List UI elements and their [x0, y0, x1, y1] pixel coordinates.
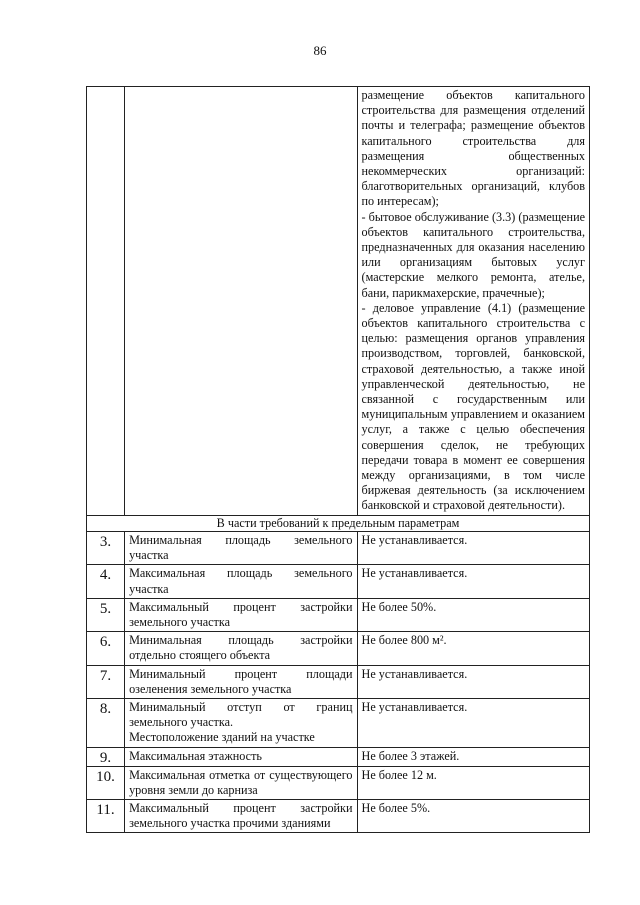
empty-name-cell — [125, 87, 357, 516]
table-row — [87, 698, 590, 747]
parameter-value: Не более 5%. — [357, 799, 589, 832]
table-row — [87, 747, 590, 766]
row-number: 8. — [87, 698, 125, 747]
use-item: - бытовое обслуживание (3.3) (размещение объектов капитального строительства, предназначенных для оказания населению или организациям бытовых услуг (мастерские мелкого ремонта, ателье, бани, парикмахерские, прачечные); — [361, 209, 585, 300]
row-number: 5. — [87, 598, 125, 631]
parameter-name: Максимальный процент застройки земельного участка — [125, 598, 357, 631]
parameter-name: Минимальная площадь застройки отдельно стоящего объекта — [125, 632, 357, 665]
row-number: 6. — [87, 632, 125, 665]
parameter-value: Не устанавливается. — [357, 665, 589, 698]
use-item: размещение объектов капитального строительства для размещения отделений почты и телеграфа; размещение объектов капитального строительства для размещения общественных некоммерческих организаций: благотворительных организаций, клубов по интересам); — [361, 88, 585, 209]
empty-number-cell — [87, 87, 125, 516]
permitted-uses-row — [87, 87, 590, 516]
parameter-name: Максимальный процент застройки земельного участка прочими зданиями — [125, 799, 357, 832]
use-item: - деловое управление (4.1) (размещение объектов капитального строительства с целью: размещения органов управления производством, торговлей, банковской, страховой деятельностью, а также иной управленческой деятельностью, не связанной с государственным или муниципальным управлением и оказанием услуг, а также с целью обеспечения совершения сделок, не требующих передачи товара в момент ее совершения между организациями, в том числе биржевая деятельность (за исключением банковской и страховой деятельности). — [361, 300, 585, 513]
row-number: 9. — [87, 747, 125, 766]
parameter-value: Не более 3 этажей. — [357, 747, 589, 766]
table-row — [87, 665, 590, 698]
parameter-name: Минимальная площадь земельного участка — [125, 531, 357, 564]
parameter-value: Не устанавливается. — [357, 531, 589, 564]
table-row — [87, 565, 590, 598]
table-row — [87, 766, 590, 799]
row-number: 4. — [87, 565, 125, 598]
parameter-value: Не более 50%. — [357, 598, 589, 631]
row-number: 3. — [87, 531, 125, 564]
row-number: 7. — [87, 665, 125, 698]
parameter-value: Не более 800 м². — [357, 632, 589, 665]
parameter-value: Не устанавливается. — [357, 698, 589, 747]
section-header-row — [87, 515, 590, 531]
zoning-parameters-table — [86, 86, 590, 833]
parameter-name: Минимальный процент площади озеленения земельного участка — [125, 665, 357, 698]
table-row — [87, 598, 590, 631]
parameter-value: Не устанавливается. — [357, 565, 589, 598]
page-number: 86 — [313, 43, 327, 58]
parameter-name-extra: Местоположение зданий на участке — [129, 730, 315, 745]
parameter-name: Максимальная отметка от существующего уровня земли до карниза — [125, 766, 357, 799]
parameter-value: Не более 12 м. — [357, 766, 589, 799]
table-row — [87, 632, 590, 665]
parameter-name: Максимальная этажность — [125, 747, 357, 766]
permitted-uses-cell — [357, 87, 589, 516]
row-number: 11. — [87, 799, 125, 832]
row-number: 10. — [87, 766, 125, 799]
table-row — [87, 531, 590, 564]
section-title: В части требований к предельным параметрам — [87, 515, 590, 531]
parameter-name: Минимальный отступ от границ земельного участка. — [129, 699, 353, 730]
parameter-name: Максимальная площадь земельного участка — [125, 565, 357, 598]
parameter-name-cell — [125, 698, 357, 747]
table-row — [87, 799, 590, 832]
